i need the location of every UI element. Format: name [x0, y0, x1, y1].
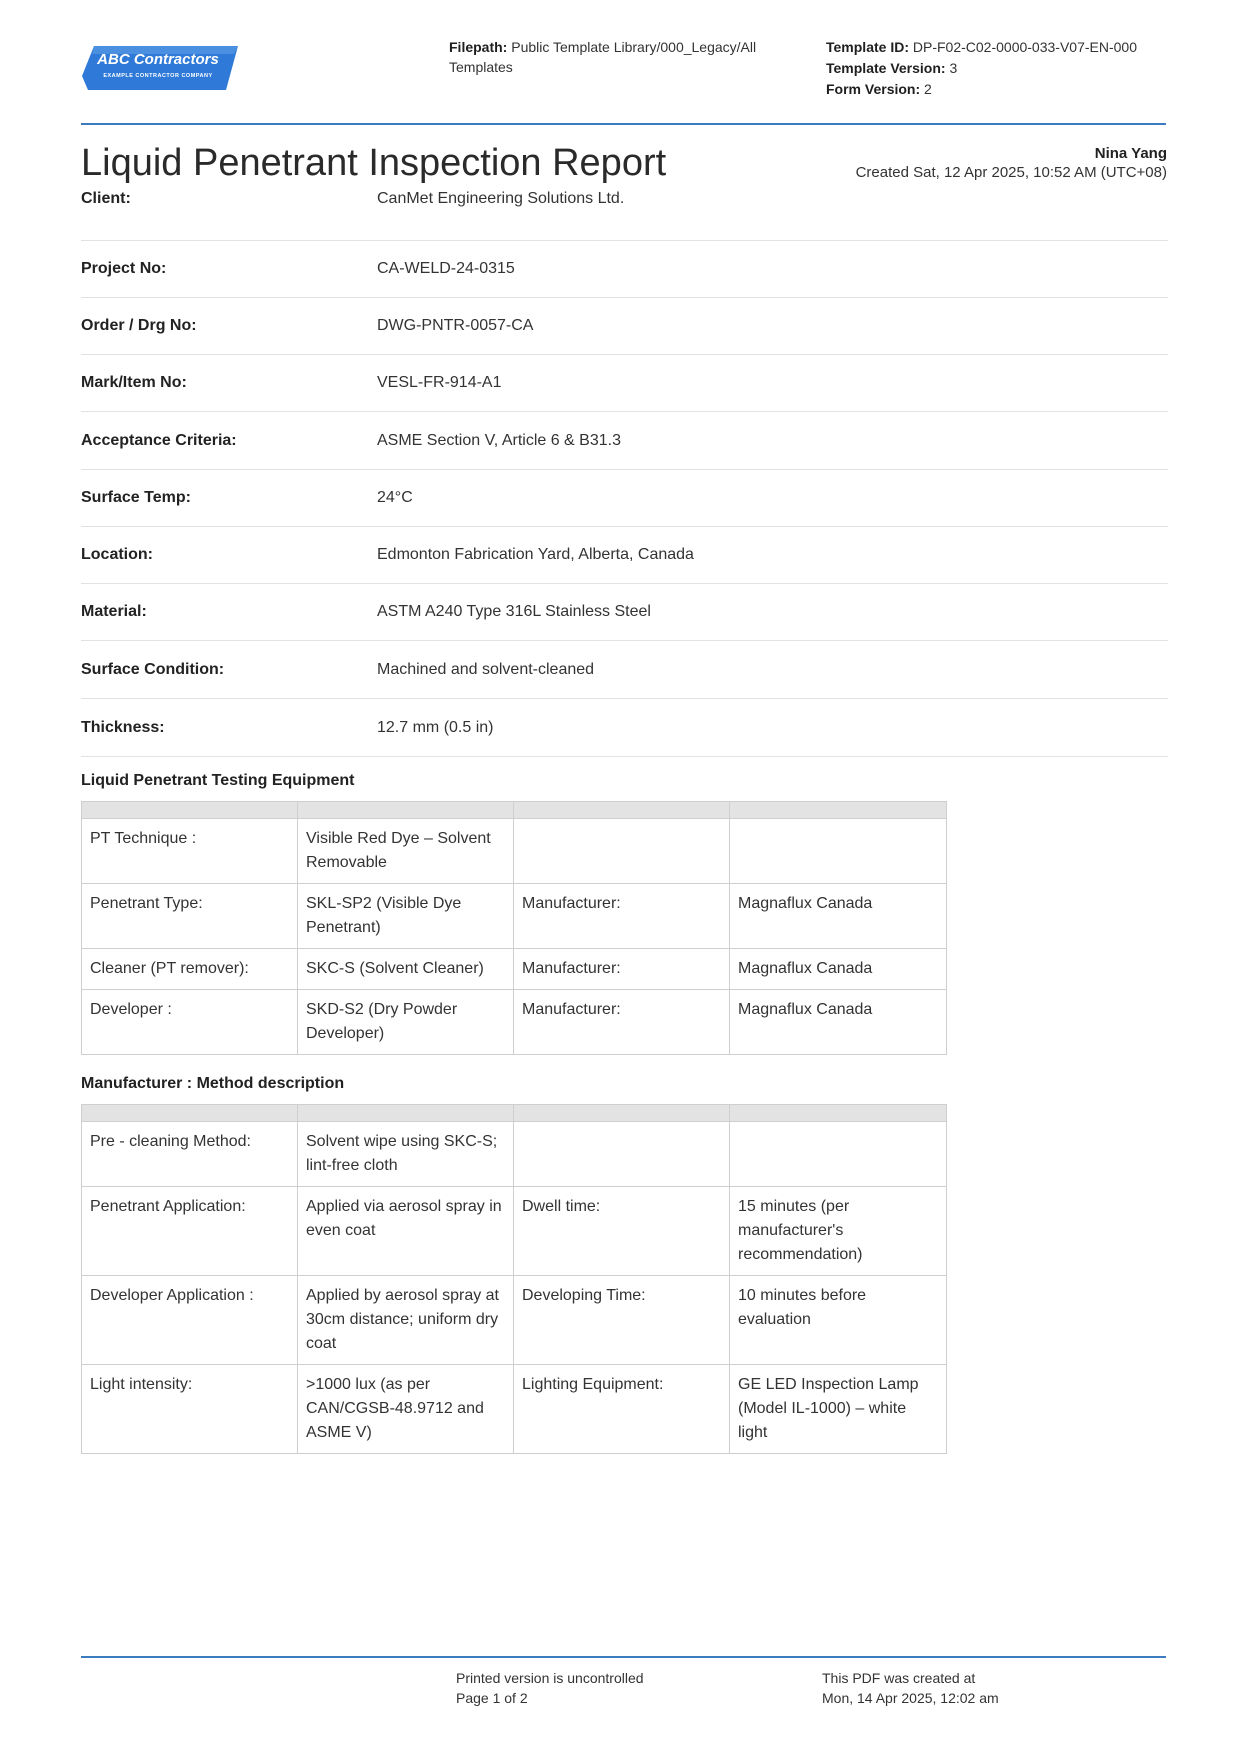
table-cell: Magnaflux Canada — [730, 884, 947, 949]
table-cell — [514, 1122, 730, 1187]
page-title: Liquid Penetrant Inspection Report — [81, 142, 667, 184]
field-label: Surface Temp: — [81, 489, 191, 506]
pdf-created-label: This PDF was created at — [822, 1670, 976, 1686]
table-cell: Magnaflux Canada — [730, 990, 947, 1055]
table-cell: Light intensity: — [82, 1365, 298, 1454]
template-id — [826, 37, 1166, 58]
field-row — [81, 190, 1168, 241]
field-row — [81, 699, 1168, 757]
table-cell — [730, 1122, 947, 1187]
table-cell: SKC-S (Solvent Cleaner) — [298, 949, 514, 990]
table-cell: Manufacturer: — [514, 884, 730, 949]
table-row — [82, 949, 947, 990]
table-cell: Visible Red Dye – Solvent Removable — [298, 819, 514, 884]
method-heading: Manufacturer : Method description — [81, 1075, 345, 1092]
table-cell: 15 minutes (per manufacturer's recommendation) — [730, 1187, 947, 1276]
field-row — [81, 298, 1168, 355]
table-cell: Dwell time: — [514, 1187, 730, 1276]
template-version — [826, 58, 1166, 79]
equipment-heading: Liquid Penetrant Testing Equipment — [81, 772, 355, 789]
table-row — [82, 1276, 947, 1365]
footer-right — [822, 1668, 999, 1708]
field-row — [81, 470, 1168, 527]
table-cell: Applied by aerosol spray at 30cm distance; uniform dry coat — [298, 1276, 514, 1365]
report-fields — [81, 190, 1168, 757]
filepath-label: Filepath: — [449, 39, 508, 55]
table-row — [82, 819, 947, 884]
field-row — [81, 584, 1168, 641]
field-value: ASTM A240 Type 316L Stainless Steel — [377, 603, 651, 620]
field-label: Location: — [81, 546, 153, 563]
field-label: Thickness: — [81, 718, 165, 736]
table-cell: PT Technique : — [82, 819, 298, 884]
form-version-label: Form Version: — [826, 81, 921, 97]
field-label: Surface Condition: — [81, 660, 225, 678]
brand-logo — [82, 44, 240, 94]
field-value: VESL-FR-914-A1 — [377, 374, 502, 391]
template-version-label: Template Version: — [826, 60, 946, 76]
table-row — [82, 1122, 947, 1187]
uncontrolled-notice: Printed version is uncontrolled — [456, 1670, 644, 1686]
equipment-table — [81, 801, 947, 1055]
field-value: 24°C — [377, 489, 413, 506]
template-version-value: 3 — [949, 60, 958, 76]
field-row — [81, 641, 1168, 699]
brand-tagline: EXAMPLE CONTRACTOR COMPANY — [103, 73, 213, 79]
field-row — [81, 527, 1168, 584]
table-header-row — [82, 1105, 947, 1122]
filepath — [449, 37, 789, 77]
table-cell — [730, 819, 947, 884]
field-label: Client: — [81, 190, 131, 207]
field-value: ASME Section V, Article 6 & B31.3 — [377, 431, 621, 449]
table-cell: Penetrant Type: — [82, 884, 298, 949]
pdf-created-value: Mon, 14 Apr 2025, 12:02 am — [822, 1690, 999, 1706]
table-cell: Cleaner (PT remover): — [82, 949, 298, 990]
form-version — [826, 79, 1166, 100]
method-table — [81, 1104, 947, 1454]
field-label: Material: — [81, 603, 147, 620]
template-id-value: DP-F02-C02-0000-033-V07-EN-000 — [912, 39, 1137, 55]
field-value: 12.7 mm (0.5 in) — [377, 718, 494, 736]
table-cell: Pre - cleaning Method: — [82, 1122, 298, 1187]
footer-center — [456, 1668, 644, 1708]
template-id-label: Template ID: — [826, 39, 909, 55]
header-divider — [81, 123, 1166, 125]
table-row — [82, 1365, 947, 1454]
author-block — [856, 144, 1167, 182]
field-label: Mark/Item No: — [81, 374, 187, 391]
created-date: Created Sat, 12 Apr 2025, 10:52 AM (UTC+08) — [855, 164, 1167, 181]
field-row — [81, 412, 1168, 470]
field-label: Project No: — [81, 260, 167, 277]
table-cell: Manufacturer: — [514, 949, 730, 990]
table-cell: SKL-SP2 (Visible Dye Penetrant) — [298, 884, 514, 949]
table-cell: Applied via aerosol spray in even coat — [298, 1187, 514, 1276]
table-cell: Developer Application : — [82, 1276, 298, 1365]
table-cell: SKD-S2 (Dry Powder Developer) — [298, 990, 514, 1055]
table-cell: >1000 lux (as per CAN/CGSB-48.9712 and ASME V) — [298, 1365, 514, 1454]
table-cell: Developing Time: — [514, 1276, 730, 1365]
field-value: Machined and solvent-cleaned — [377, 660, 595, 678]
page-number: Page 1 of 2 — [456, 1690, 528, 1706]
table-header-row — [82, 802, 947, 819]
table-cell: Solvent wipe using SKC-S; lint-free cloth — [298, 1122, 514, 1187]
table-row — [82, 884, 947, 949]
field-row — [81, 241, 1168, 298]
author-name: Nina Yang — [1094, 145, 1167, 162]
table-cell: 10 minutes before evaluation — [730, 1276, 947, 1365]
field-label: Acceptance Criteria: — [81, 431, 237, 449]
template-info — [826, 37, 1166, 100]
field-label: Order / Drg No: — [81, 317, 197, 334]
filepath-value: Public Template Library/000_Legacy/All Templates — [449, 39, 757, 75]
table-cell: Developer : — [82, 990, 298, 1055]
table-row — [82, 990, 947, 1055]
form-version-value: 2 — [924, 81, 932, 97]
table-cell: GE LED Inspection Lamp (Model IL-1000) – white light — [730, 1365, 947, 1454]
field-value: CanMet Engineering Solutions Ltd. — [377, 190, 625, 207]
table-cell: Lighting Equipment: — [514, 1365, 730, 1454]
field-value: Edmonton Fabrication Yard, Alberta, Canada — [377, 546, 694, 563]
field-value: CA-WELD-24-0315 — [377, 260, 515, 277]
field-row — [81, 355, 1168, 412]
table-cell: Manufacturer: — [514, 990, 730, 1055]
table-cell: Penetrant Application: — [82, 1187, 298, 1276]
table-cell: Magnaflux Canada — [730, 949, 947, 990]
field-value: DWG-PNTR-0057-CA — [377, 317, 534, 334]
table-cell — [514, 819, 730, 884]
brand-name: ABC Contractors — [97, 51, 219, 68]
table-row — [82, 1187, 947, 1276]
footer-divider — [81, 1656, 1166, 1658]
